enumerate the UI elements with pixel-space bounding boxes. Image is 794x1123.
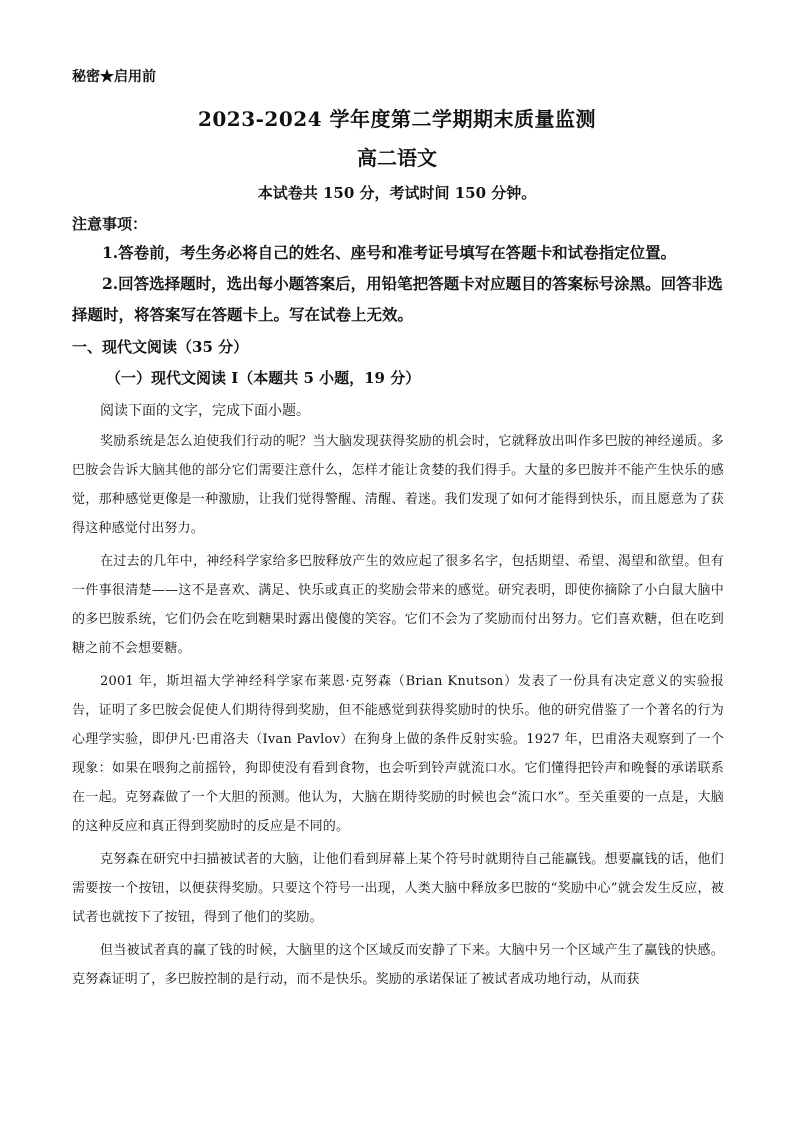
subsection-heading: （一）现代文阅读 I（本题共 5 小题，19 分） bbox=[106, 369, 421, 387]
confidential-label: 秘密★启用前 bbox=[72, 69, 156, 85]
reading-passage bbox=[72, 427, 724, 998]
passage-paragraph: 但当被试者真的赢了钱的时候，大脑里的这个区域反而安静了下来。大脑中另一个区域产生了赢钱的快感。克努森证明了，多巴胺控制的是行动，而不是快乐。奖励的承诺保证了被试者成功地行动，从而获 bbox=[72, 943, 724, 987]
passage-paragraph: 在过去的几年中，神经科学家给多巴胺释放产生的效应起了很多名字，包括期望、希望、渴望和欲望。但有一件事很清楚——这不是喜欢、满足、快乐或真正的奖励会带来的感觉。研究表明，即使你摘除了小白鼠大脑中的多巴胺系统，它们仍会在吃到糖果时露出傻傻的笑容。它们不会为了奖励而付出努力。它们喜欢糖，但在吃到糖之前不会想要糖。 bbox=[72, 554, 724, 656]
note-item: 1.答卷前，考生务必将自己的姓名、座号和准考证号填写在答题卡和试卷指定位置。 bbox=[102, 243, 677, 262]
reading-instruction: 阅读下面的文字，完成下面小题。 bbox=[100, 403, 310, 419]
section-heading: 一、现代文阅读（35 分） bbox=[72, 338, 249, 356]
note-item: 2.回答选择题时，选出每小题答案后，用铅笔把答题卡对应题目的答案标号涂黑。回答非选择题时，将答案写在答题卡上。写在试卷上无效。 bbox=[72, 274, 723, 324]
exam-info: 本试卷共 150 分，考试时间 150 分钟。 bbox=[257, 184, 537, 202]
notes-heading: 注意事项： bbox=[72, 215, 148, 233]
subject-title: 高二语文 bbox=[357, 146, 437, 170]
exam-title: 2023-2024 学年度第二学期期末质量监测 bbox=[197, 107, 597, 131]
passage-paragraph: 奖励系统是怎么迫使我们行动的呢？当大脑发现获得奖励的机会时，它就释放出叫作多巴胺的神经递质。多巴胺会告诉大脑其他的部分它们需要注意什么，怎样才能让贪婪的我们得手。大量的多巴胺并不能产生快乐的感觉，那种感觉更像是一种激励，让我们觉得警醒、清醒、着迷。我们发现了如何才能得到快乐，而且愿意为了获得这种感觉付出努力。 bbox=[72, 434, 724, 536]
passage-paragraph: 2001 年，斯坦福大学神经科学家布莱恩·克努森（Brian Knutson）发表了一份具有决定意义的实验报告，证明了多巴胺会促使人们期待得到奖励，但不能感觉到获得奖励时的快乐。他的研究借鉴了一个著名的行为心理学实验，即伊凡·巴甫洛夫（Ivan Pavlov）在狗身上做的条件反射实验。1927 年，巴甫洛夫观察到了一个现象：如果在喂狗之前摇铃，狗即使没有看到食物，也会听到铃声就流口水。它们懂得把铃声和晚餐的承诺联系在一起。克努森做了一个大胆的预测。他认为，大脑在期待奖励的时候也会“流口水”。至关重要的一点是，大脑的这种反应和真正得到奖励时的反应是不同的。 bbox=[72, 674, 724, 834]
passage-paragraph: 克努森在研究中扫描被试者的大脑，让他们看到屏幕上某个符号时就期待自己能赢钱。想要赢钱的话，他们需要按一个按钮，以便获得奖励。只要这个符号一出现，人类大脑中释放多巴胺的“奖励中心”就会发生反应，被试者也就按下了按钮，得到了他们的奖励。 bbox=[72, 852, 724, 925]
